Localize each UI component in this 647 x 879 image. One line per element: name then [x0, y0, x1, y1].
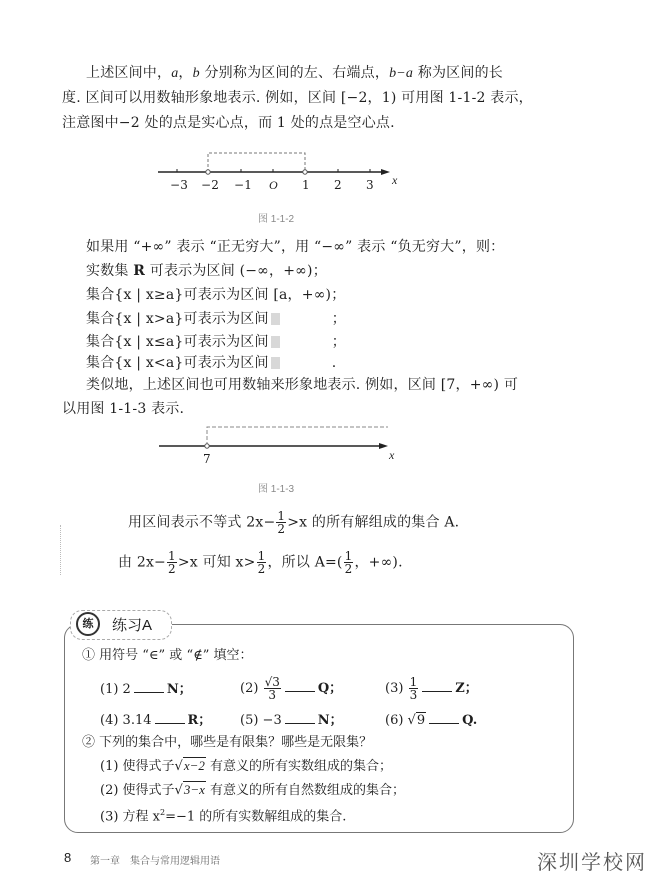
exercise-q2-item-3: (3) 方程 $x^2=-1$ 的所有实数解组成的集合.: [100, 808, 347, 825]
exercise-q1-item-5: (5) −3 N；: [240, 713, 343, 728]
text: ，: [178, 65, 193, 81]
var-b-minus-a: b−a: [389, 66, 414, 81]
chapter-title: 第一章 集合与常用逻辑用语: [90, 856, 220, 867]
fraction-sqrt3-over-3: $\frac{√3}{3}$: [264, 675, 280, 702]
text: ；: [331, 311, 346, 327]
blank[interactable]: [422, 679, 452, 692]
text: 集合{x | x<a}可表示为区间: [86, 355, 269, 371]
number-line-figure-1-1-3: [150, 420, 400, 460]
example-question: [128, 510, 459, 535]
paragraph-2-line-4: [86, 309, 346, 329]
tick-label: 1: [302, 178, 310, 192]
tick-label: −3: [170, 178, 189, 192]
text: 集合{x | x≤a}可表示为区间: [86, 334, 269, 350]
text: >x 可知 x>: [177, 554, 256, 571]
axis-label-x: x: [392, 173, 398, 187]
exercise-q2-prompt: ② 下列的集合中，哪些是有限集？哪些是无限集？: [82, 735, 373, 750]
tick-label: 3: [366, 178, 374, 192]
tick-label: −1: [234, 178, 253, 192]
set-R: R: [133, 263, 146, 279]
text: 由 2x−: [118, 554, 166, 571]
text: 分别称为区间的左、右端点，: [199, 65, 390, 81]
text: 可表示为区间 (−∞，+∞)；: [145, 263, 327, 279]
blank[interactable]: [285, 679, 315, 692]
paragraph-3-line-2: 以用图 1-1-3 表示.: [62, 401, 185, 417]
answer-placeholder: [271, 357, 280, 369]
exercise-q1-item-3: (3) $\frac{1}{3}$ Z；: [385, 675, 478, 702]
paragraph-1-line-2: 度. 区间可以用数轴形象地表示. 例如，区间 [−2，1) 可用图 1-1-2 表示，: [62, 90, 533, 106]
example-margin-marker: [60, 525, 63, 575]
watermark: 深圳学校网: [537, 850, 647, 874]
text: 实数集: [86, 263, 134, 279]
blank[interactable]: [134, 680, 164, 693]
example-solution: [118, 550, 403, 575]
tick-label: −2: [201, 178, 220, 192]
blank[interactable]: [285, 711, 315, 724]
paragraph-2-line-6: [86, 353, 336, 373]
figure-caption: 图 1-1-3: [258, 484, 295, 495]
paragraph-3-line-1: 类似地，上述区间也可用数轴来形象地表示. 例如，区间 [7，+∞) 可: [86, 377, 519, 393]
paragraph-2-line-1: 如果用 “+∞” 表示 “正无穷大”，用 “−∞” 表示 “负无穷大”，则：: [86, 239, 505, 255]
fraction-one-third: $\frac{1}{3}$: [409, 675, 418, 702]
exercise-q2-item-1: (1) 使得式子√x−2 有意义的所有实数组成的集合；: [100, 758, 393, 774]
fraction-one-half: $\frac{1}{2}$: [167, 549, 176, 576]
text: 集合{x | x>a}可表示为区间: [86, 311, 269, 327]
exercise-title: 练习A: [112, 617, 153, 634]
exercise-q1-item-2: (2) $\frac{√3}{3}$ Q；: [240, 675, 343, 702]
text: ，所以 A=(: [267, 554, 343, 571]
fraction-one-half: $\frac{1}{2}$: [344, 549, 353, 576]
exercise-q1-prompt: ① 用符号 “∈” 或 “∉” 填空：: [82, 648, 253, 663]
answer-placeholder: [271, 336, 280, 348]
paragraph-2-line-3: 集合{x | x≥a}可表示为区间 [a，+∞)；: [86, 287, 346, 303]
point-label-7: 7: [203, 452, 211, 466]
text: ，+∞).: [354, 554, 403, 571]
axis-label-x: x: [389, 448, 395, 462]
exercise-icon: 练: [76, 612, 100, 636]
text: 上述区间中，: [86, 65, 172, 81]
fraction-one-half: $\frac{1}{2}$: [277, 509, 286, 536]
text: >x 的所有解组成的集合 A.: [287, 514, 460, 531]
fraction-one-half: $\frac{1}{2}$: [257, 549, 266, 576]
answer-placeholder: [271, 313, 280, 325]
blank[interactable]: [155, 711, 185, 724]
text: ；: [331, 334, 346, 350]
var-a: a: [171, 66, 179, 81]
text: .: [331, 355, 337, 371]
tick-label-origin: O: [269, 178, 278, 192]
exercise-q1-item-4: (4) 3.14 R；: [100, 713, 212, 728]
paragraph-1-line-1: [86, 63, 503, 84]
exercise-q1-item-6: (6) √9 Q.: [385, 713, 478, 728]
var-b: b: [192, 66, 200, 81]
paragraph-2-line-5: [86, 332, 346, 352]
paragraph-1-line-3: 注意图中−2 处的点是实心点，而 1 处的点是空心点.: [62, 115, 395, 131]
page-number: 8: [64, 850, 72, 865]
text: 称为区间的长: [413, 65, 503, 81]
figure-caption: 图 1-1-2: [258, 214, 295, 225]
paragraph-2-line-2: [86, 261, 327, 281]
exercise-q1-item-1: (1) 2 N；: [100, 682, 192, 697]
exercise-q2-item-2: (2) 使得式子√3−x 有意义的所有自然数组成的集合；: [100, 782, 406, 798]
blank[interactable]: [429, 711, 459, 724]
tick-label: 2: [334, 178, 342, 192]
text: 用区间表示不等式 2x−: [128, 514, 276, 531]
